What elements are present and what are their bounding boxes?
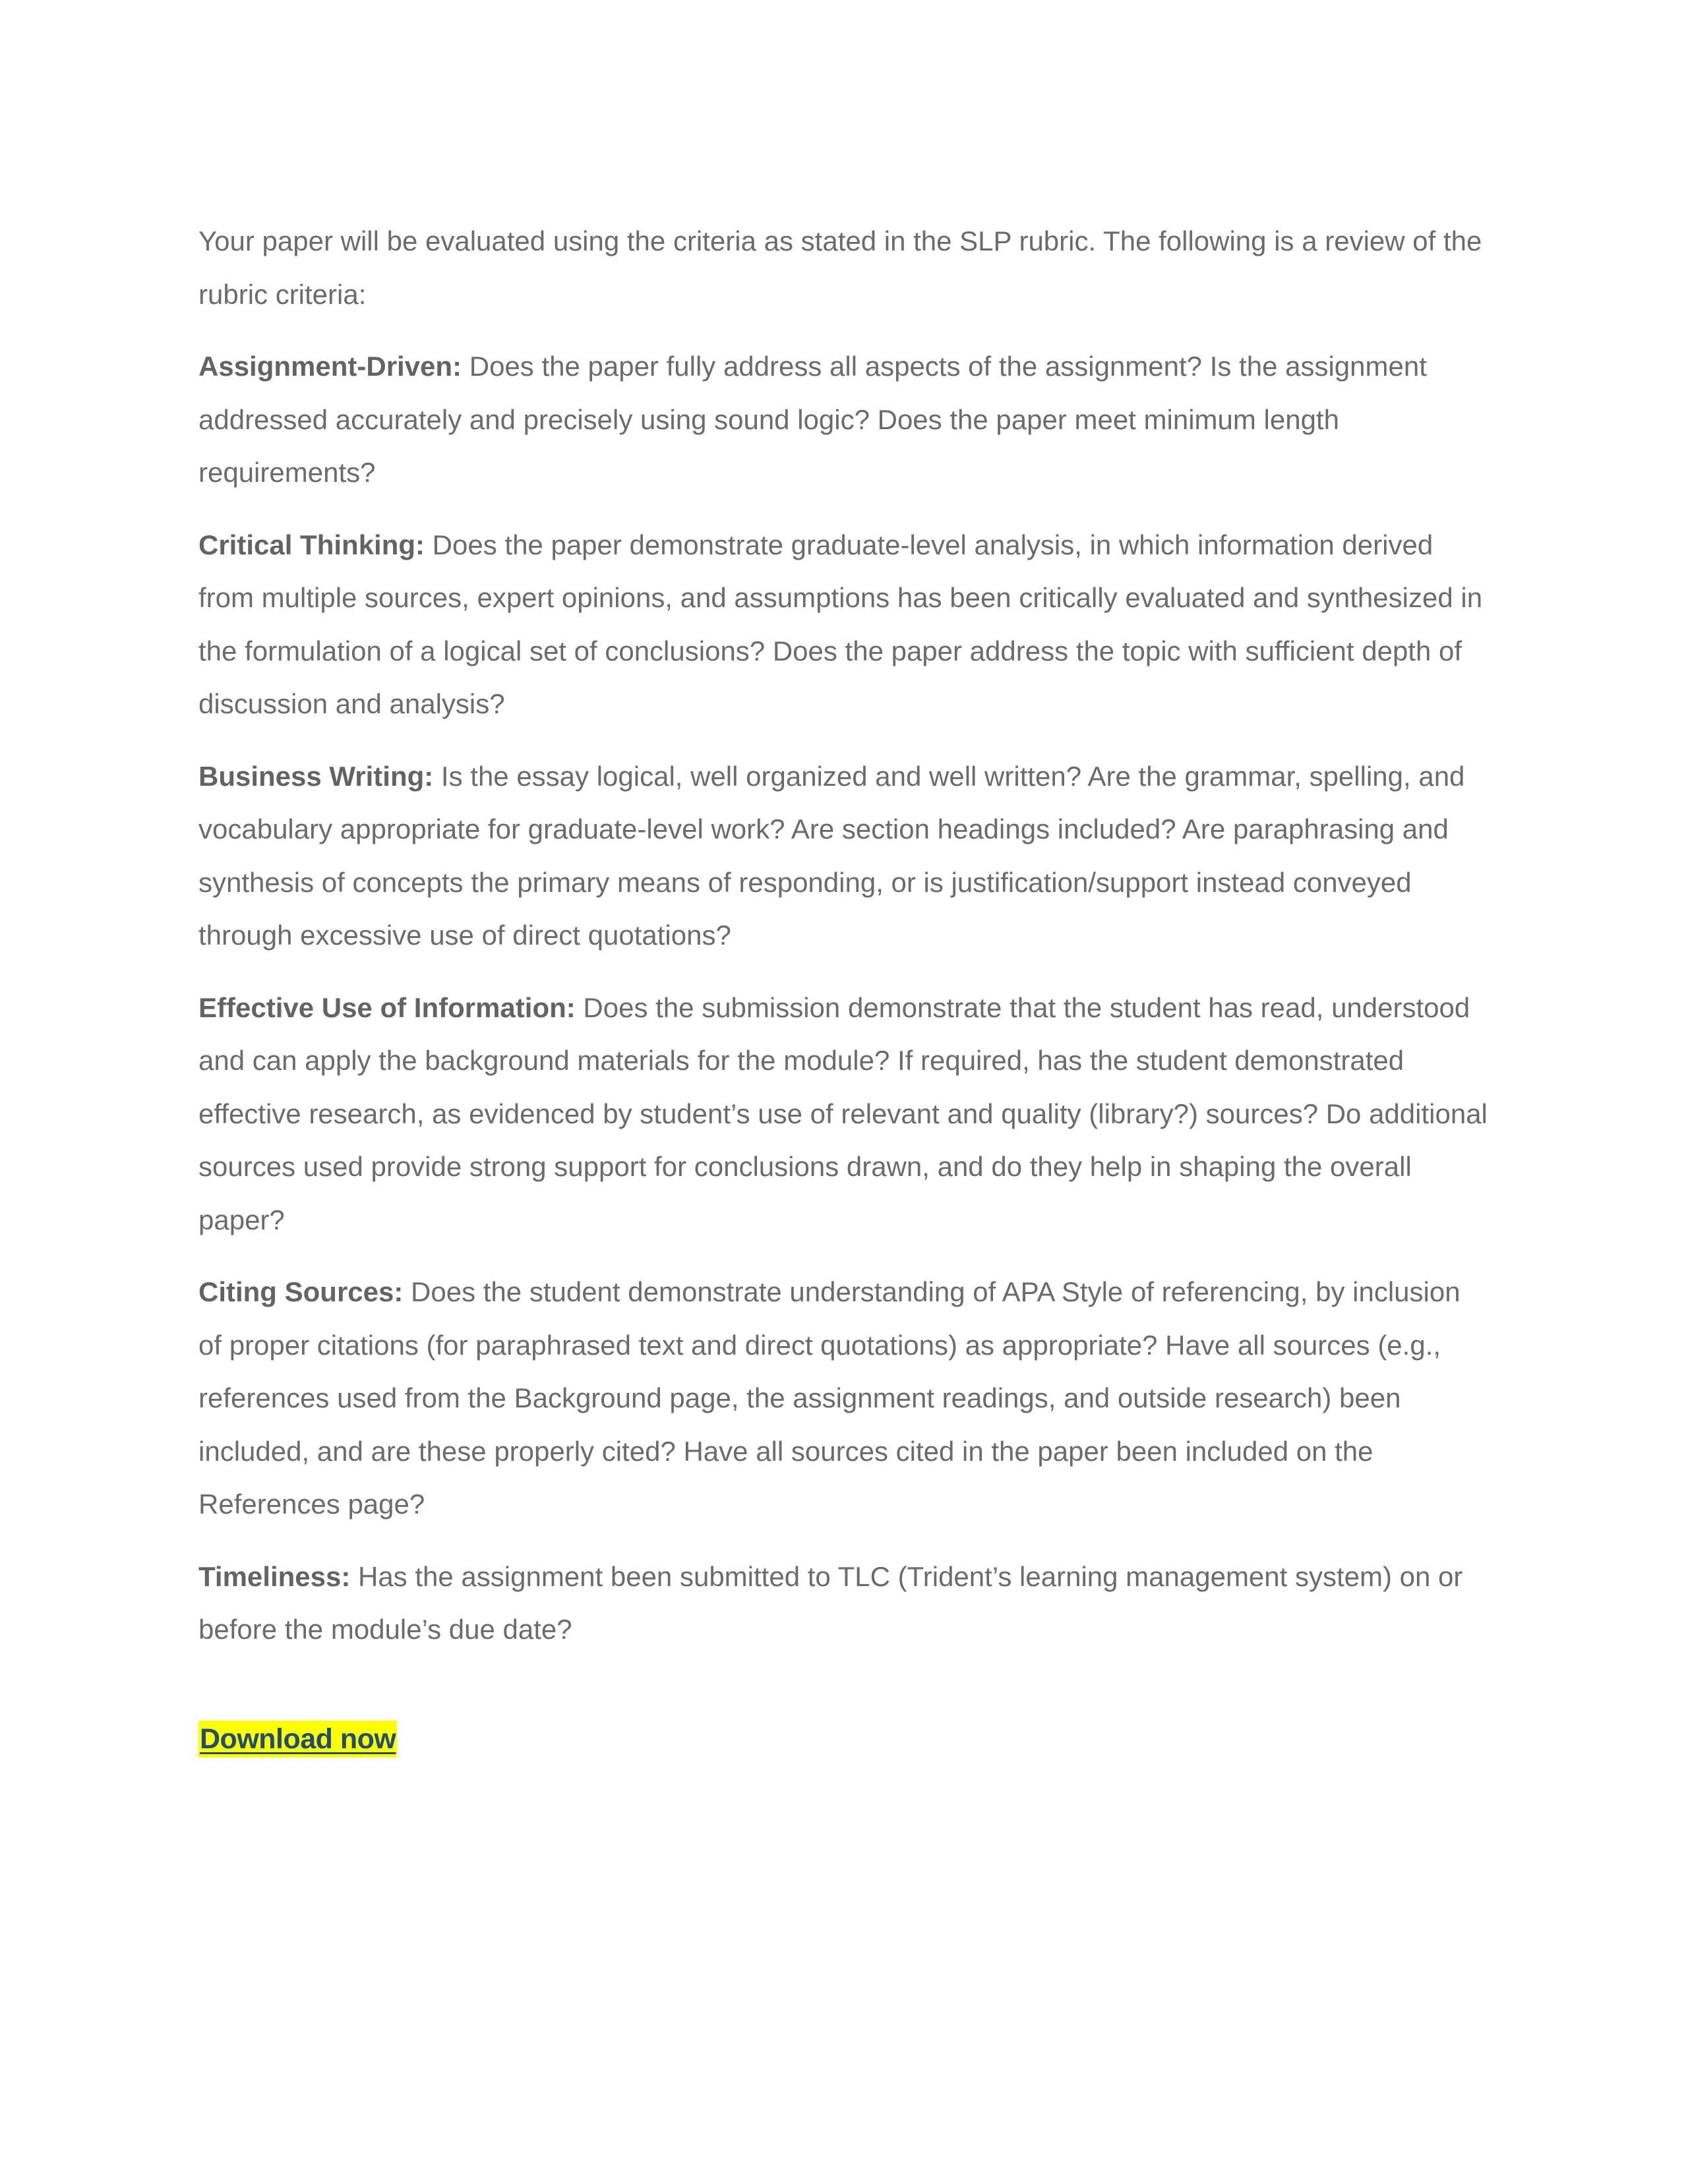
criterion-text: Is the essay logical, well organized and well written? Are the grammar, spelling, and vocabulary appropriate for graduate-level work? Are section headings included? Are paraphrasing and synthesis of concepts the primary means of responding, or is justification/support instead conveyed through excessive use of direct quotations? bbox=[198, 760, 1465, 951]
criterion-business-writing bbox=[198, 750, 1490, 962]
criterion-text: Does the submission demonstrate that the student has read, understood and can apply the background materials for the module? If required, has the student demonstrated effective research, as evidenced by student’s use of relevant and quality (library?) sources? Do additional sources used provide strong support for conclusions drawn, and do they help in shaping the overall paper? bbox=[198, 991, 1488, 1235]
download-section bbox=[198, 1721, 397, 1757]
criterion-text: Does the paper fully address all aspects of the assignment? Is the assignment addressed accurately and precisely using sound logic? Does the paper meet minimum length requirements? bbox=[198, 351, 1427, 488]
criterion-term: Assignment-Driven: bbox=[198, 351, 462, 382]
criterion-term: Effective Use of Information: bbox=[198, 991, 576, 1023]
intro-paragraph: Your paper will be evaluated using the criteria as stated in the SLP rubric. The following is a review of the rubric criteria: bbox=[198, 225, 1482, 310]
criterion-term: Critical Thinking: bbox=[198, 529, 425, 560]
criterion-effective-use-of-information bbox=[198, 982, 1490, 1247]
criterion-text: Does the paper demonstrate graduate-level analysis, in which information derived from multiple sources, expert opinions, and assumptions has been critically evaluated and synthesized in the formulation of a logical set of conclusions? Does the paper address the topic with sufficient depth of discussion and analysis? bbox=[198, 529, 1483, 719]
criterion-text: Does the student demonstrate understanding of APA Style of referencing, by inclusion of proper citations (for paraphrased text and direct quotations) as appropriate? Have all sources (e.g., references used from the Background page, the assignment readings, and outside research) been included, and are these properly cited? Have all sources cited in the paper been included on the References page? bbox=[198, 1276, 1461, 1520]
criterion-critical-thinking bbox=[198, 519, 1490, 731]
criterion-term: Business Writing: bbox=[198, 760, 434, 792]
criterion-citing-sources bbox=[198, 1266, 1490, 1531]
criterion-text: Has the assignment been submitted to TLC (Trident’s learning management system) on or before the module’s due date? bbox=[198, 1560, 1463, 1645]
criterion-assignment-driven bbox=[198, 340, 1490, 500]
download-now-link[interactable]: Download now bbox=[198, 1721, 397, 1757]
criterion-term: Citing Sources: bbox=[198, 1276, 404, 1307]
criterion-term: Timeliness: bbox=[198, 1560, 351, 1592]
document-body bbox=[198, 215, 1490, 1676]
criterion-timeliness bbox=[198, 1550, 1490, 1657]
